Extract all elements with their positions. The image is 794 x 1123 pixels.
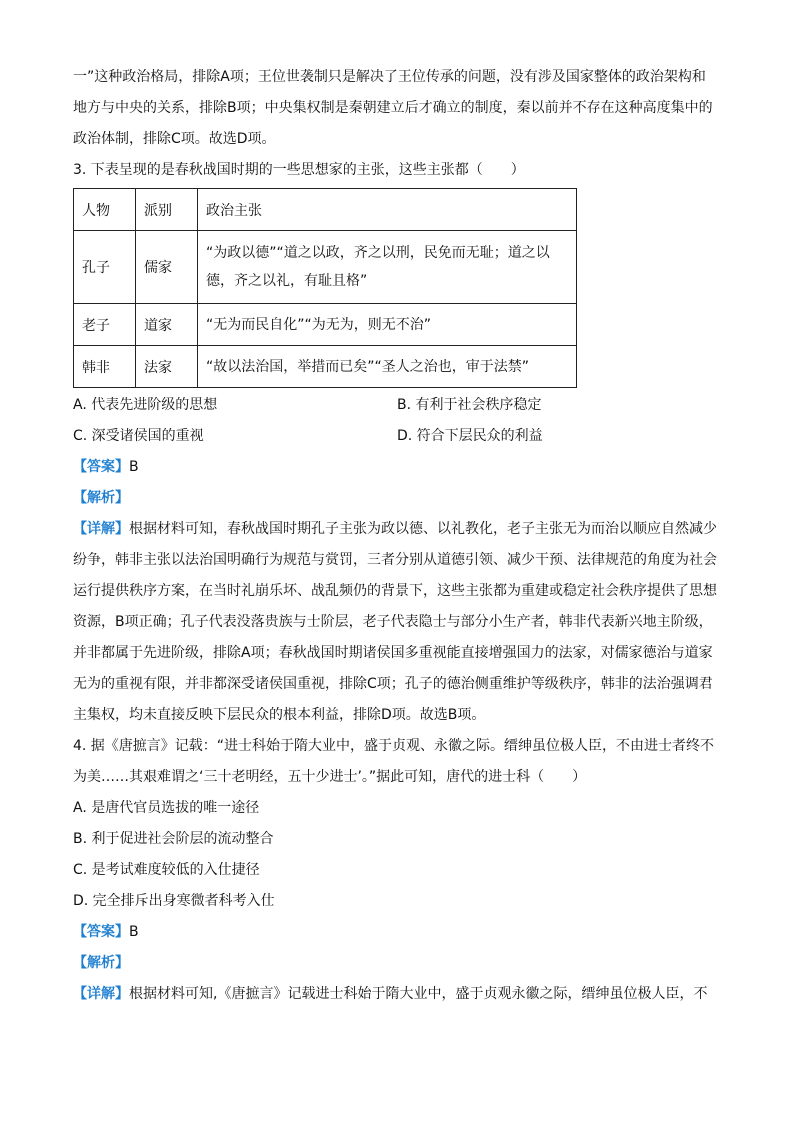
detail-tag: 【详解】: [73, 986, 129, 1002]
person-cell: 韩非: [74, 346, 136, 388]
detail-line: [73, 979, 725, 1010]
document-page: [73, 62, 725, 1010]
table-row: [74, 346, 577, 388]
answer-tag: 【答案】: [73, 459, 129, 475]
prev-analysis-line: 地方与中央的关系，排除B项；中央集权制是秦朝建立后才确立的制度，秦以前并不存在这种高度集中的: [73, 100, 713, 116]
detail-line: 无为的重视有限，并非都深受诸侯国重视，排除C项；孔子的德治侧重维护等级秩序，韩非的法治强调君: [73, 676, 713, 692]
school-cell: 儒家: [136, 231, 198, 304]
table-header: 政治主张: [198, 189, 577, 231]
answer-tag: 【答案】: [73, 924, 129, 940]
claim-line: 德，齐之以礼，有耻且格”: [206, 273, 368, 289]
claim-cell: “无为而民自化”“为无为，则无不治”: [198, 304, 577, 346]
person-cell: 孔子: [74, 231, 136, 304]
detail-text: 根据材料可知，春秋战国时期孔子主张为政以德、以礼教化，老子主张无为而治以顺应自然减少: [129, 521, 717, 537]
detail-line: 主集权，均未直接反映下层民众的根本利益，排除D项。故选B项。: [73, 707, 486, 723]
option-d: D. 符合下层民众的利益: [397, 428, 543, 444]
detail-line: 纷争，韩非主张以法治国明确行为规范与赏罚，三者分别从道德引领、减少干预、法律规范的角度为社会: [73, 552, 717, 568]
analysis-line: [73, 948, 725, 979]
analysis-tag: 【解析】: [73, 490, 129, 506]
detail-line: 资源，B项正确；孔子代表没落贵族与士阶层，老子代表隐士与部分小生产者，韩非代表新兴地主阶级，: [73, 614, 713, 630]
prev-analysis-line: 一”这种政治格局，排除A项；王位世袭制只是解决了王位传承的问题，没有涉及国家整体的政治架构和: [73, 69, 706, 85]
detail-line: 运行提供秩序方案，在当时礼崩乐坏、战乱频仍的背景下，这些主张都为重建或稳定社会秩序提供了思想: [73, 583, 717, 599]
answer-line: [73, 452, 725, 483]
option-c: C. 深受诸侯国的重视: [73, 428, 204, 444]
person-cell: 老子: [74, 304, 136, 346]
analysis-line: [73, 483, 725, 514]
detail-text: 根据材料可知,《唐摭言》记载进士科始于隋大业中，盛于贞观永徽之际，缙绅虽位极人臣，不: [129, 986, 708, 1002]
table-header: 人物: [74, 189, 136, 231]
option-a: A. 是唐代官员选拔的唯一途径: [73, 800, 260, 816]
answer-line: [73, 917, 725, 948]
answer-value: B: [129, 924, 139, 940]
question-3-options: [73, 390, 725, 452]
analysis-tag: 【解析】: [73, 955, 129, 971]
detail-line: [73, 514, 725, 545]
question-4-stem: 为美……其艰难谓之‘三十老明经，五十少进士’。”据此可知，唐代的进士科（ ）: [73, 769, 587, 785]
option-b: B. 有利于社会秩序稳定: [397, 397, 542, 413]
claim-cell: “故以法治国，举措而已矣”“圣人之治也，审于法禁”: [198, 346, 577, 388]
answer-value: B: [129, 459, 139, 475]
claim-cell: [198, 231, 577, 304]
question-4-stem: 4. 据《唐摭言》记载：“进士科始于隋大业中，盛于贞观、永徽之际。缙绅虽位极人臣，不由进士者终不: [73, 738, 715, 754]
school-cell: 道家: [136, 304, 198, 346]
prev-analysis-line: 政治体制，排除C项。故选D项。: [73, 131, 276, 147]
school-cell: 法家: [136, 346, 198, 388]
detail-tag: 【详解】: [73, 521, 129, 537]
thinkers-table: [73, 188, 577, 388]
option-b: B. 利于促进社会阶层的流动整合: [73, 831, 274, 847]
table-row: [74, 231, 577, 304]
detail-line: 并非都属于先进阶级，排除A项；春秋战国时期诸侯国多重视能直接增强国力的法家，对儒家德治与道家: [73, 645, 713, 661]
option-c: C. 是考试难度较低的入仕捷径: [73, 862, 260, 878]
question-3-stem: 3. 下表呈现的是春秋战国时期的一些思想家的主张，这些主张都（ ）: [73, 162, 525, 178]
claim-line: “为政以德”“道之以政，齐之以刑，民免而无耻；道之以: [206, 245, 550, 261]
option-d: D. 完全排斥出身寒微者科考入仕: [73, 893, 275, 909]
option-a: A. 代表先进阶级的思想: [73, 397, 218, 413]
table-row: [74, 304, 577, 346]
table-header: 派别: [136, 189, 198, 231]
